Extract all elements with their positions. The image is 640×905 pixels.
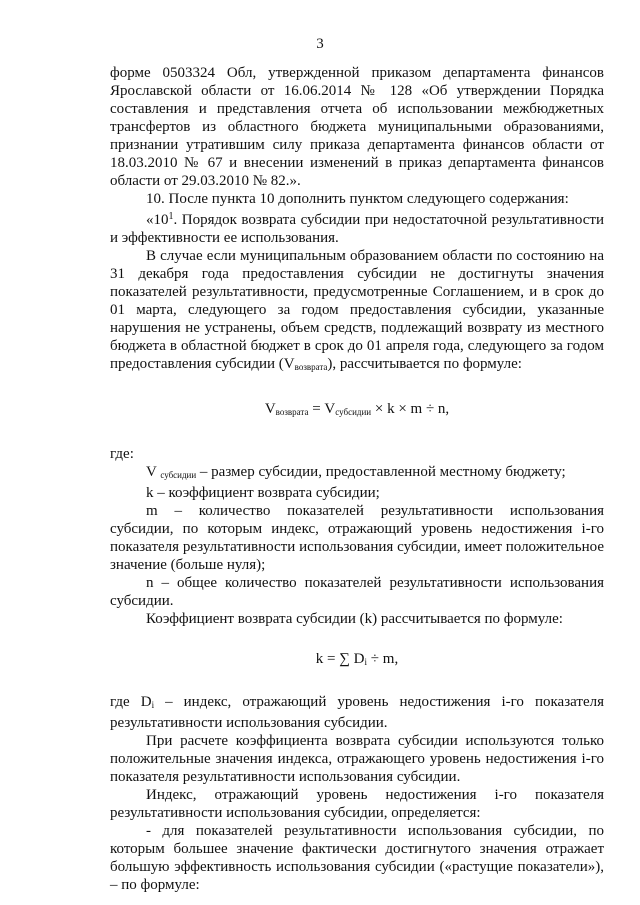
section-number: «10 (146, 212, 169, 228)
return-case-text: В случае если муниципальным образованием области по состоянию на 31 декабря года предоставления субсидии не достигнуты значения показателей результативности, предусмотренные Соглашением, и в срок до 01 марта, следующего за годом предоставления субсидии, указанные нарушения не устранены, объем средств, подлежащий возврату из местного бюджета в областной бюджет в срок до 01 апреля года, следующего за годом предоставления субсидии (V (110, 248, 604, 372)
formula-return-volume (110, 400, 604, 421)
definition-k: k – коэффициент возврата субсидии; (146, 485, 380, 501)
formula-k-subscript: i (364, 657, 368, 667)
definition-m: m – количество показателей результативности использования субсидии, по которым индекс, отражающий уровень недостижения i-го показателя результативности использования субсидии, имеет положительное значение (больше нуля); (110, 503, 604, 573)
return-case-subscript: возврата (294, 362, 328, 372)
paragraph-coefficient: Коэффициент возврата субсидии (k) рассчитывается по формуле: (146, 611, 563, 627)
formula-subsidy-subscript: субсидии (335, 407, 372, 417)
formula-k-post: ÷ m, (367, 651, 399, 667)
formula-eq: = V (308, 401, 336, 417)
paragraph-index: Индекс, отражающий уровень недостижения i-го показателя результативности использования субсидии, определяется: (110, 787, 604, 821)
definition-v-text: – размер субсидии, предоставленной местному бюджету; (196, 464, 566, 480)
definition-v-symbol: V (146, 464, 161, 480)
formula-k-pre: k = ∑ D (315, 651, 365, 667)
formula-v-subscript: возврата (275, 407, 309, 417)
document-body (110, 64, 604, 894)
paragraph-continuation: форме 0503324 Обл, утвержденной приказом департамента финансов Ярославской области от 16.06.2014 № 128 «Об утверждении Порядка составления и представления отчета об использовании межбюджетных трансфертов из областного бюджета муниципальными образованиями, признании утратившим силу приказа департамента финансов области от 18.03.2010 № 67 и внесении изменений в приказ департамента финансов области от 29.03.2010 № 82.». (110, 65, 604, 189)
paragraph-item-10: 10. После пункта 10 дополнить пунктом следующего содержания: (146, 191, 569, 207)
section-heading-10-1 (110, 208, 604, 247)
definition-n: n – общее количество показателей результативности использования субсидии. (110, 575, 604, 609)
formula-rest: × k × m ÷ n, (371, 401, 450, 417)
formula-coefficient (110, 650, 604, 671)
paragraph-return-case (110, 247, 604, 376)
page-number: 3 (316, 36, 324, 52)
paragraph-growth-indicators: - для показателей результативности использования субсидии, по которым большее значение фактически достигнутого значения отражает большую эффективность использования субсидии («растущие показатели»), – по формуле: (110, 823, 604, 893)
section-title: . Порядок возврата субсидии при недостаточной результативности и эффективности ее использования. (110, 212, 604, 246)
definition-v-subscript: субсидии (160, 470, 197, 480)
definition-v-subsidy (110, 463, 604, 484)
return-case-end: ), рассчитывается по формуле: (327, 356, 522, 372)
section-superscript: 1 (168, 211, 174, 222)
formula-v: V (264, 401, 276, 417)
paragraph-di-definition (110, 693, 604, 732)
di-pre: где D (110, 694, 152, 710)
di-subscript: i (151, 700, 155, 710)
paragraph-calculation: При расчете коэффициента возврата субсидии используются только положительные значения индекса, отражающего уровень недостижения i-го показателя результативности использования субсидии. (110, 733, 604, 785)
di-post: – индекс, отражающий уровень недостижения i-го показателя результативности использования субсидии. (110, 694, 604, 731)
paragraph-where: где: (110, 446, 134, 462)
